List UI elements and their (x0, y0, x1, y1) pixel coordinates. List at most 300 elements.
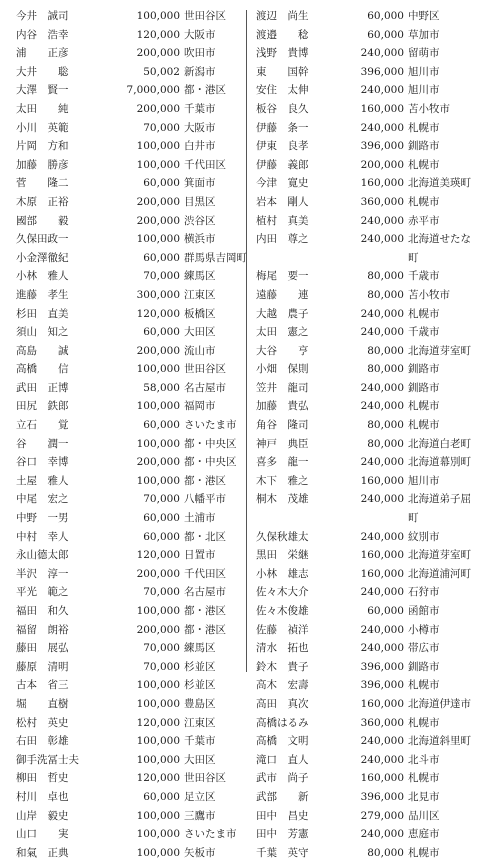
donor-name: 渡邉 稔 (256, 28, 309, 41)
donor-location: 北海道芽室町 (408, 549, 471, 562)
donor-location: 世田谷区 (184, 772, 226, 785)
donor-location: 都・港区 (184, 605, 226, 617)
donation-amount: 240,000 (360, 84, 404, 97)
donor-name: 菅 隆二 (16, 177, 69, 190)
donation-amount: 100,000 (136, 363, 180, 376)
donor-name: 御手洗冨士夫 (16, 753, 79, 766)
donation-amount: 100,000 (136, 437, 180, 450)
donor-row (256, 360, 470, 379)
donor-name: 福田 和久 (16, 605, 69, 617)
donation-amount: 396,000 (360, 679, 404, 692)
donation-amount: 200,000 (136, 623, 180, 636)
donor-location: 名古屋市 (184, 381, 226, 394)
donor-name: 武市 尚子 (256, 772, 309, 785)
donor-name: 半沢 淳一 (16, 567, 69, 580)
donor-name: 清水 拓也 (256, 642, 309, 655)
donation-amount: 240,000 (360, 47, 404, 60)
donor-name: 喜多 龍一 (256, 456, 309, 469)
donor-name: 須山 知之 (16, 326, 69, 339)
donor-location: 釧路市 (408, 140, 440, 153)
donation-amount: 58,000 (143, 381, 180, 394)
donor-name: 笠井 龍司 (256, 381, 309, 394)
donor-name: 加藤 勝彦 (16, 158, 69, 171)
donor-row (16, 621, 236, 640)
donor-row (16, 490, 236, 509)
donation-amount: 60,000 (367, 605, 404, 617)
donor-name: 福留 朗裕 (16, 623, 69, 636)
donation-amount: 100,000 (136, 233, 180, 246)
donor-location: 苫小牧市 (408, 288, 450, 301)
donor-row (16, 528, 236, 547)
donor-name: 田中 昌史 (256, 809, 309, 822)
donor-location: 豊島区 (184, 697, 216, 710)
donor-location: 千葉市 (184, 102, 216, 115)
donor-name: 木下 雅之 (256, 474, 309, 487)
donation-amount: 60,000 (143, 326, 180, 339)
donor-location: 釧路市 (408, 381, 440, 394)
donation-amount: 160,000 (360, 697, 404, 710)
donation-amount: 100,000 (136, 400, 180, 413)
donor-row (256, 844, 470, 862)
donation-amount: 60,000 (143, 419, 180, 432)
donation-amount: 100,000 (136, 474, 180, 487)
donor-row (256, 267, 470, 286)
donor-location: 箕面市 (184, 177, 216, 190)
donor-location: 北海道斜里町 (408, 735, 471, 748)
donor-location: 北海道せたな町 (408, 233, 471, 264)
donor-name: 久保田政一 (16, 233, 69, 246)
donor-name: 植村 真美 (256, 214, 309, 227)
donor-row (256, 453, 470, 472)
donor-row (256, 342, 470, 361)
donor-name: 平光 範之 (16, 586, 69, 599)
donor-name: 堀 直樹 (16, 697, 69, 710)
donor-row (16, 788, 236, 807)
donor-location: 札幌市 (408, 419, 440, 432)
donation-amount: 200,000 (136, 456, 180, 469)
donor-row (16, 435, 236, 454)
donor-row (256, 435, 470, 454)
donation-amount: 160,000 (360, 549, 404, 562)
donor-row (256, 397, 470, 416)
donor-row (16, 360, 236, 379)
donor-name: 中村 幸人 (16, 530, 69, 543)
donor-row (256, 81, 470, 100)
donor-location: 北見市 (408, 790, 440, 803)
donor-name: 小川 英範 (16, 121, 69, 134)
donor-name: 立石 覚 (16, 419, 69, 432)
donor-row (16, 676, 236, 695)
donor-location: 世田谷区 (184, 363, 226, 376)
donor-location: 旭川市 (408, 474, 440, 487)
donor-location: 札幌市 (408, 679, 440, 692)
donation-amount: 240,000 (360, 381, 404, 394)
donor-name: 桐木 茂雄 (256, 493, 309, 506)
donation-amount: 160,000 (360, 102, 404, 115)
donor-row (16, 286, 236, 305)
donation-amount: 70,000 (143, 270, 180, 283)
donation-amount: 80,000 (367, 437, 404, 450)
donor-row (256, 751, 470, 770)
donation-amount: 100,000 (136, 809, 180, 822)
donor-location: 札幌市 (408, 772, 440, 785)
donor-row (16, 267, 236, 286)
donation-amount: 80,000 (367, 288, 404, 301)
donor-location: 千歳市 (408, 270, 440, 283)
donation-amount: 240,000 (360, 753, 404, 766)
donor-name: 板谷 良久 (256, 102, 309, 115)
donor-location: 札幌市 (408, 158, 440, 171)
donor-location: 札幌市 (408, 307, 440, 320)
donor-name: 浦 正彦 (16, 47, 69, 60)
donor-name: 武田 正博 (16, 381, 69, 394)
donor-row (16, 193, 236, 212)
donor-name: 村川 卓也 (16, 790, 69, 803)
donation-amount: 120,000 (136, 28, 180, 41)
donor-row (256, 193, 470, 212)
donation-amount: 100,000 (136, 697, 180, 710)
donor-row (256, 639, 470, 658)
donor-name: 杉田 直美 (16, 307, 69, 320)
donor-row (16, 174, 236, 193)
donation-amount: 240,000 (360, 735, 404, 748)
donation-amount: 360,000 (360, 195, 404, 208)
donor-location: 白井市 (184, 140, 216, 153)
donor-name: 永山德太郎 (16, 549, 69, 562)
donor-name: 藤原 清明 (16, 660, 69, 673)
donor-location: 横浜市 (184, 233, 216, 246)
donation-amount: 120,000 (136, 772, 180, 785)
donor-location: 都・港区 (184, 84, 226, 97)
donor-location: 矢板市 (184, 846, 216, 859)
donor-row (256, 602, 470, 621)
donation-amount: 240,000 (360, 400, 404, 413)
donor-location: 目黒区 (184, 195, 216, 208)
donor-location: 赤平市 (408, 214, 440, 227)
donor-location: 中野区 (408, 10, 440, 22)
donation-amount: 7,000,000 (126, 84, 180, 97)
donor-name: 武部 新 (256, 790, 309, 803)
donation-amount: 240,000 (360, 326, 404, 339)
donor-row (256, 230, 470, 267)
donor-name: 片岡 方和 (16, 140, 69, 153)
donor-row (16, 807, 236, 826)
donor-row (16, 714, 236, 733)
donor-location: 北海道芽室町 (408, 344, 471, 357)
donor-location: 板橋区 (184, 307, 216, 320)
donor-row (256, 323, 470, 342)
donor-row (256, 658, 470, 677)
donor-location: 都・港区 (184, 474, 226, 487)
donation-amount: 60,000 (143, 530, 180, 543)
donor-name: 遠藤 連 (256, 288, 309, 301)
donor-row (16, 156, 236, 175)
donor-name: 高橋 文明 (256, 735, 309, 748)
donor-location: 函館市 (408, 605, 440, 617)
donation-amount: 240,000 (360, 233, 404, 246)
donation-amount: 120,000 (136, 716, 180, 729)
donor-name: 藤田 展弘 (16, 642, 69, 655)
donor-location: 札幌市 (408, 195, 440, 208)
donor-location: 練馬区 (184, 270, 216, 283)
donation-amount: 100,000 (136, 679, 180, 692)
donor-name: 田尻 鉄郎 (16, 400, 69, 413)
donation-amount: 80,000 (367, 363, 404, 376)
donor-name: 高島 誠 (16, 344, 69, 357)
donor-name: 鈴木 貴子 (256, 660, 309, 673)
donor-location: 江東区 (184, 716, 216, 729)
donor-location: 流山市 (184, 344, 216, 357)
donor-name: 高橋 信 (16, 363, 69, 376)
donor-row (16, 26, 236, 45)
donation-amount: 200,000 (136, 214, 180, 227)
donor-row (256, 732, 470, 751)
donor-name: 和氣 正典 (16, 846, 69, 859)
donor-row (16, 63, 236, 82)
donor-name: 高橋はるみ (256, 716, 309, 729)
donation-amount: 60,000 (143, 512, 180, 525)
donor-name: 東 国幹 (256, 65, 309, 78)
donor-row (16, 695, 236, 714)
donor-location: 江東区 (184, 288, 216, 301)
donation-amount: 100,000 (136, 140, 180, 153)
donor-location: 札幌市 (408, 716, 440, 729)
donor-row (16, 119, 236, 138)
donor-name: 佐藤 禎洋 (256, 623, 309, 636)
donation-amount: 120,000 (136, 549, 180, 562)
donor-row (256, 119, 470, 138)
donor-location: 石狩市 (408, 586, 440, 599)
donor-name: 太田 憲之 (256, 326, 309, 339)
donor-name: 梅尾 要一 (256, 270, 309, 283)
donor-row (16, 249, 247, 268)
donor-row (16, 212, 236, 231)
donor-row (256, 44, 470, 63)
donor-name: 山岸 毅史 (16, 809, 69, 822)
donor-row (256, 7, 470, 26)
donation-amount: 60,000 (143, 790, 180, 803)
donor-row (16, 44, 236, 63)
donor-row (16, 416, 236, 435)
donor-location: 世田谷区 (184, 10, 226, 22)
donor-location: 紋別市 (408, 530, 440, 543)
donor-location: 練馬区 (184, 642, 216, 655)
donation-amount: 160,000 (360, 177, 404, 190)
donor-location: 土浦市 (184, 512, 216, 525)
donor-location: 旭川市 (408, 65, 440, 78)
donor-location: 旭川市 (408, 84, 440, 97)
donor-name: 内田 尊之 (256, 233, 309, 246)
donation-amount: 240,000 (360, 828, 404, 841)
donation-amount: 360,000 (360, 716, 404, 729)
donation-amount: 396,000 (360, 140, 404, 153)
donation-amount: 396,000 (360, 790, 404, 803)
donor-name: 千葉 英守 (256, 846, 309, 859)
donor-name: 田中 芳憲 (256, 828, 309, 841)
donor-row (16, 379, 236, 398)
donation-amount: 240,000 (360, 121, 404, 134)
donation-amount: 396,000 (360, 660, 404, 673)
donor-row (16, 751, 236, 770)
donor-name: 太田 純 (16, 102, 69, 115)
donation-amount: 100,000 (136, 158, 180, 171)
donor-name: 松村 英史 (16, 716, 69, 729)
donor-row (256, 714, 470, 733)
donor-row (256, 583, 470, 602)
donation-amount: 240,000 (360, 530, 404, 543)
donor-row (256, 490, 470, 527)
donation-amount: 120,000 (136, 307, 180, 320)
donor-row (16, 509, 236, 528)
donor-location: 大阪市 (184, 28, 216, 41)
donor-location: 八幡平市 (184, 493, 226, 506)
donation-amount: 60,000 (143, 251, 180, 264)
donor-name: 中尾 宏之 (16, 493, 69, 506)
donor-row (256, 305, 470, 324)
donor-location: 吹田市 (184, 47, 216, 60)
donation-amount: 70,000 (143, 586, 180, 599)
donor-name: 谷口 幸博 (16, 456, 69, 469)
donor-name: 滝口 直人 (256, 753, 309, 766)
donor-row (16, 825, 236, 844)
donor-name: 進藤 孝生 (16, 288, 69, 301)
donor-row (16, 100, 236, 119)
donor-location: 札幌市 (408, 400, 440, 413)
donor-name: 黒田 栄継 (256, 549, 309, 562)
donor-location: 名古屋市 (184, 586, 226, 599)
donation-amount: 240,000 (360, 456, 404, 469)
donor-row (16, 342, 236, 361)
donor-name: 今津 寛史 (256, 177, 309, 190)
donation-amount: 240,000 (360, 586, 404, 599)
donation-amount: 240,000 (360, 214, 404, 227)
column-divider (246, 10, 247, 672)
donor-location: 北海道浦河町 (408, 567, 471, 580)
donor-location: 草加市 (408, 28, 440, 41)
donor-name: 國部 毅 (16, 214, 69, 227)
donor-location: 釧路市 (408, 660, 440, 673)
donation-amount: 100,000 (136, 846, 180, 859)
donor-name: 加藤 貴弘 (256, 400, 309, 413)
donation-amount: 80,000 (367, 270, 404, 283)
donor-row (256, 565, 470, 584)
donor-row (256, 676, 470, 695)
donor-row (16, 546, 236, 565)
donor-location: 北海道幕別町 (408, 456, 471, 469)
donor-row (16, 453, 236, 472)
donor-name: 小林 雅人 (16, 270, 69, 283)
donor-name: 浅野 貴博 (256, 47, 309, 60)
donor-location: 都・港区 (184, 623, 226, 636)
donor-name: 土屋 雅人 (16, 474, 69, 487)
donor-location: 大阪市 (184, 121, 216, 134)
donor-location: 日置市 (184, 549, 216, 562)
donor-row (256, 174, 470, 193)
donor-location: 千葉市 (184, 735, 216, 748)
donor-name: 右田 彰雄 (16, 735, 69, 748)
donor-row (256, 769, 470, 788)
donor-row (256, 472, 470, 491)
donor-name: 佐々木大介 (256, 586, 309, 599)
donor-name: 渡辺 尚生 (256, 10, 309, 22)
donor-name: 小畑 保則 (256, 363, 309, 376)
donor-name: 木原 正裕 (16, 195, 69, 208)
donor-row (16, 472, 236, 491)
donor-location: 小樽市 (408, 623, 440, 636)
donor-row (16, 639, 236, 658)
donor-location: さいたま市 (184, 828, 237, 841)
donor-location: 北海道美瑛町 (408, 177, 471, 190)
donation-amount: 160,000 (360, 567, 404, 580)
donor-row (16, 658, 236, 677)
donor-row (256, 546, 470, 565)
donor-name: 伊藤 条一 (256, 121, 309, 134)
donation-amount: 50,002 (143, 65, 180, 78)
donor-row (256, 379, 470, 398)
donor-name: 谷 潤一 (16, 437, 69, 450)
donation-amount: 80,000 (367, 344, 404, 357)
donor-list-right-column (256, 7, 470, 862)
donor-row (256, 156, 470, 175)
donation-amount: 300,000 (136, 288, 180, 301)
donor-location: 都・北区 (184, 530, 226, 543)
donation-amount: 396,000 (360, 65, 404, 78)
donor-location: 北海道白老町 (408, 437, 471, 450)
donor-name: 中野 一男 (16, 512, 69, 525)
donor-row (16, 323, 236, 342)
donation-amount: 60,000 (367, 10, 404, 22)
donor-row (256, 695, 470, 714)
donor-location: 群馬県吉岡町 (184, 251, 247, 264)
donation-amount: 80,000 (367, 419, 404, 432)
donor-location: 苫小牧市 (408, 102, 450, 115)
donor-location: 千代田区 (184, 158, 226, 171)
donation-amount: 240,000 (360, 307, 404, 320)
donor-name: 古本 省三 (16, 679, 69, 692)
donor-row (16, 81, 236, 100)
donor-row (256, 100, 470, 119)
donor-name: 高田 真次 (256, 697, 309, 710)
donation-amount: 240,000 (360, 493, 404, 506)
donor-name: 小林 雄志 (256, 567, 309, 580)
donor-row (256, 137, 470, 156)
donor-row (16, 7, 236, 26)
donor-row (16, 583, 236, 602)
donor-location: 大田区 (184, 326, 216, 339)
donor-location: 都・中央区 (184, 437, 237, 450)
donation-amount: 100,000 (136, 753, 180, 766)
donor-row (256, 63, 470, 82)
donor-name: 岩本 剛人 (256, 195, 309, 208)
donor-row (256, 416, 470, 435)
donation-amount: 70,000 (143, 642, 180, 655)
donation-amount: 200,000 (136, 567, 180, 580)
donor-location: 福岡市 (184, 400, 216, 413)
donation-amount: 100,000 (136, 605, 180, 617)
donor-location: 札幌市 (408, 846, 440, 859)
donation-amount: 70,000 (143, 660, 180, 673)
donor-location: 北海道伊達市 (408, 697, 471, 710)
donor-location: 新潟市 (184, 65, 216, 78)
donor-location: 帯広市 (408, 642, 440, 655)
donation-amount: 200,000 (136, 47, 180, 60)
donor-name: 久保秋雄太 (256, 530, 309, 543)
donation-amount: 80,000 (367, 846, 404, 859)
donor-row (256, 807, 470, 826)
donor-name: 内谷 浩幸 (16, 28, 69, 41)
donor-row (16, 732, 236, 751)
donor-location: 渋谷区 (184, 214, 216, 227)
